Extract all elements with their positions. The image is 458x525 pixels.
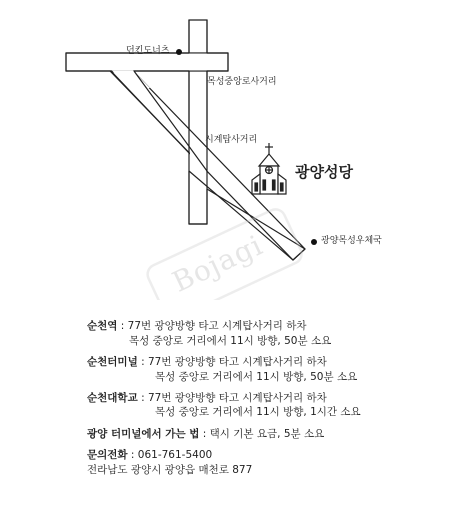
route-key: 순천터미널 — [87, 356, 138, 368]
address: 전라남도 광양시 광양읍 매천로 877 — [87, 464, 253, 476]
route-line1: : 77번 광양방향 타고 시계탑사거리 하차 — [141, 356, 327, 368]
label-sigyetap-crossroad: 시계탑사거리 — [205, 135, 258, 145]
route-line2: 목성 중앙로 거리에서 11시 방향, 1시간 소요 — [155, 406, 361, 418]
route-gwangyang-terminal — [87, 429, 324, 440]
contact-phone — [87, 450, 212, 461]
post-office-marker — [311, 239, 317, 245]
dunkin-marker — [176, 49, 182, 55]
route-suncheon-station — [87, 321, 307, 332]
label-post-office: 광양목성우체국 — [321, 236, 382, 246]
church-icon — [252, 143, 286, 194]
route-key: 순천역 — [87, 320, 118, 332]
label-dunkin: 던킨도너츠 — [126, 46, 170, 56]
route-value: : 택시 기본 요금, 5분 소요 — [202, 428, 325, 440]
route-line2: 목성 중앙로 거리에서 11시 방향, 50분 소요 — [155, 371, 358, 383]
label-cathedral: 광양성당 — [295, 163, 353, 181]
road-vertical — [189, 20, 207, 224]
route-line2: 목성 중앙로 거리에서 11시 방향, 50분 소요 — [129, 335, 332, 347]
route-line1: : 77번 광양방향 타고 시계탑사거리 하차 — [141, 392, 327, 404]
route-suncheon-terminal — [87, 357, 327, 368]
contact-value: : 061-761-5400 — [130, 449, 213, 461]
route-line1: : 77번 광양방향 타고 시계탑사거리 하차 — [120, 320, 307, 332]
contact-key: 문의전화 — [87, 449, 128, 461]
route-suncheon-univ — [87, 393, 327, 404]
label-moksung-crossroad: 목성중앙로사거리 — [207, 77, 277, 87]
route-key: 광양 터미널에서 가는 법 — [87, 428, 200, 440]
watermark-text: Bojagi — [167, 228, 268, 299]
route-key: 순천대학교 — [87, 392, 138, 404]
